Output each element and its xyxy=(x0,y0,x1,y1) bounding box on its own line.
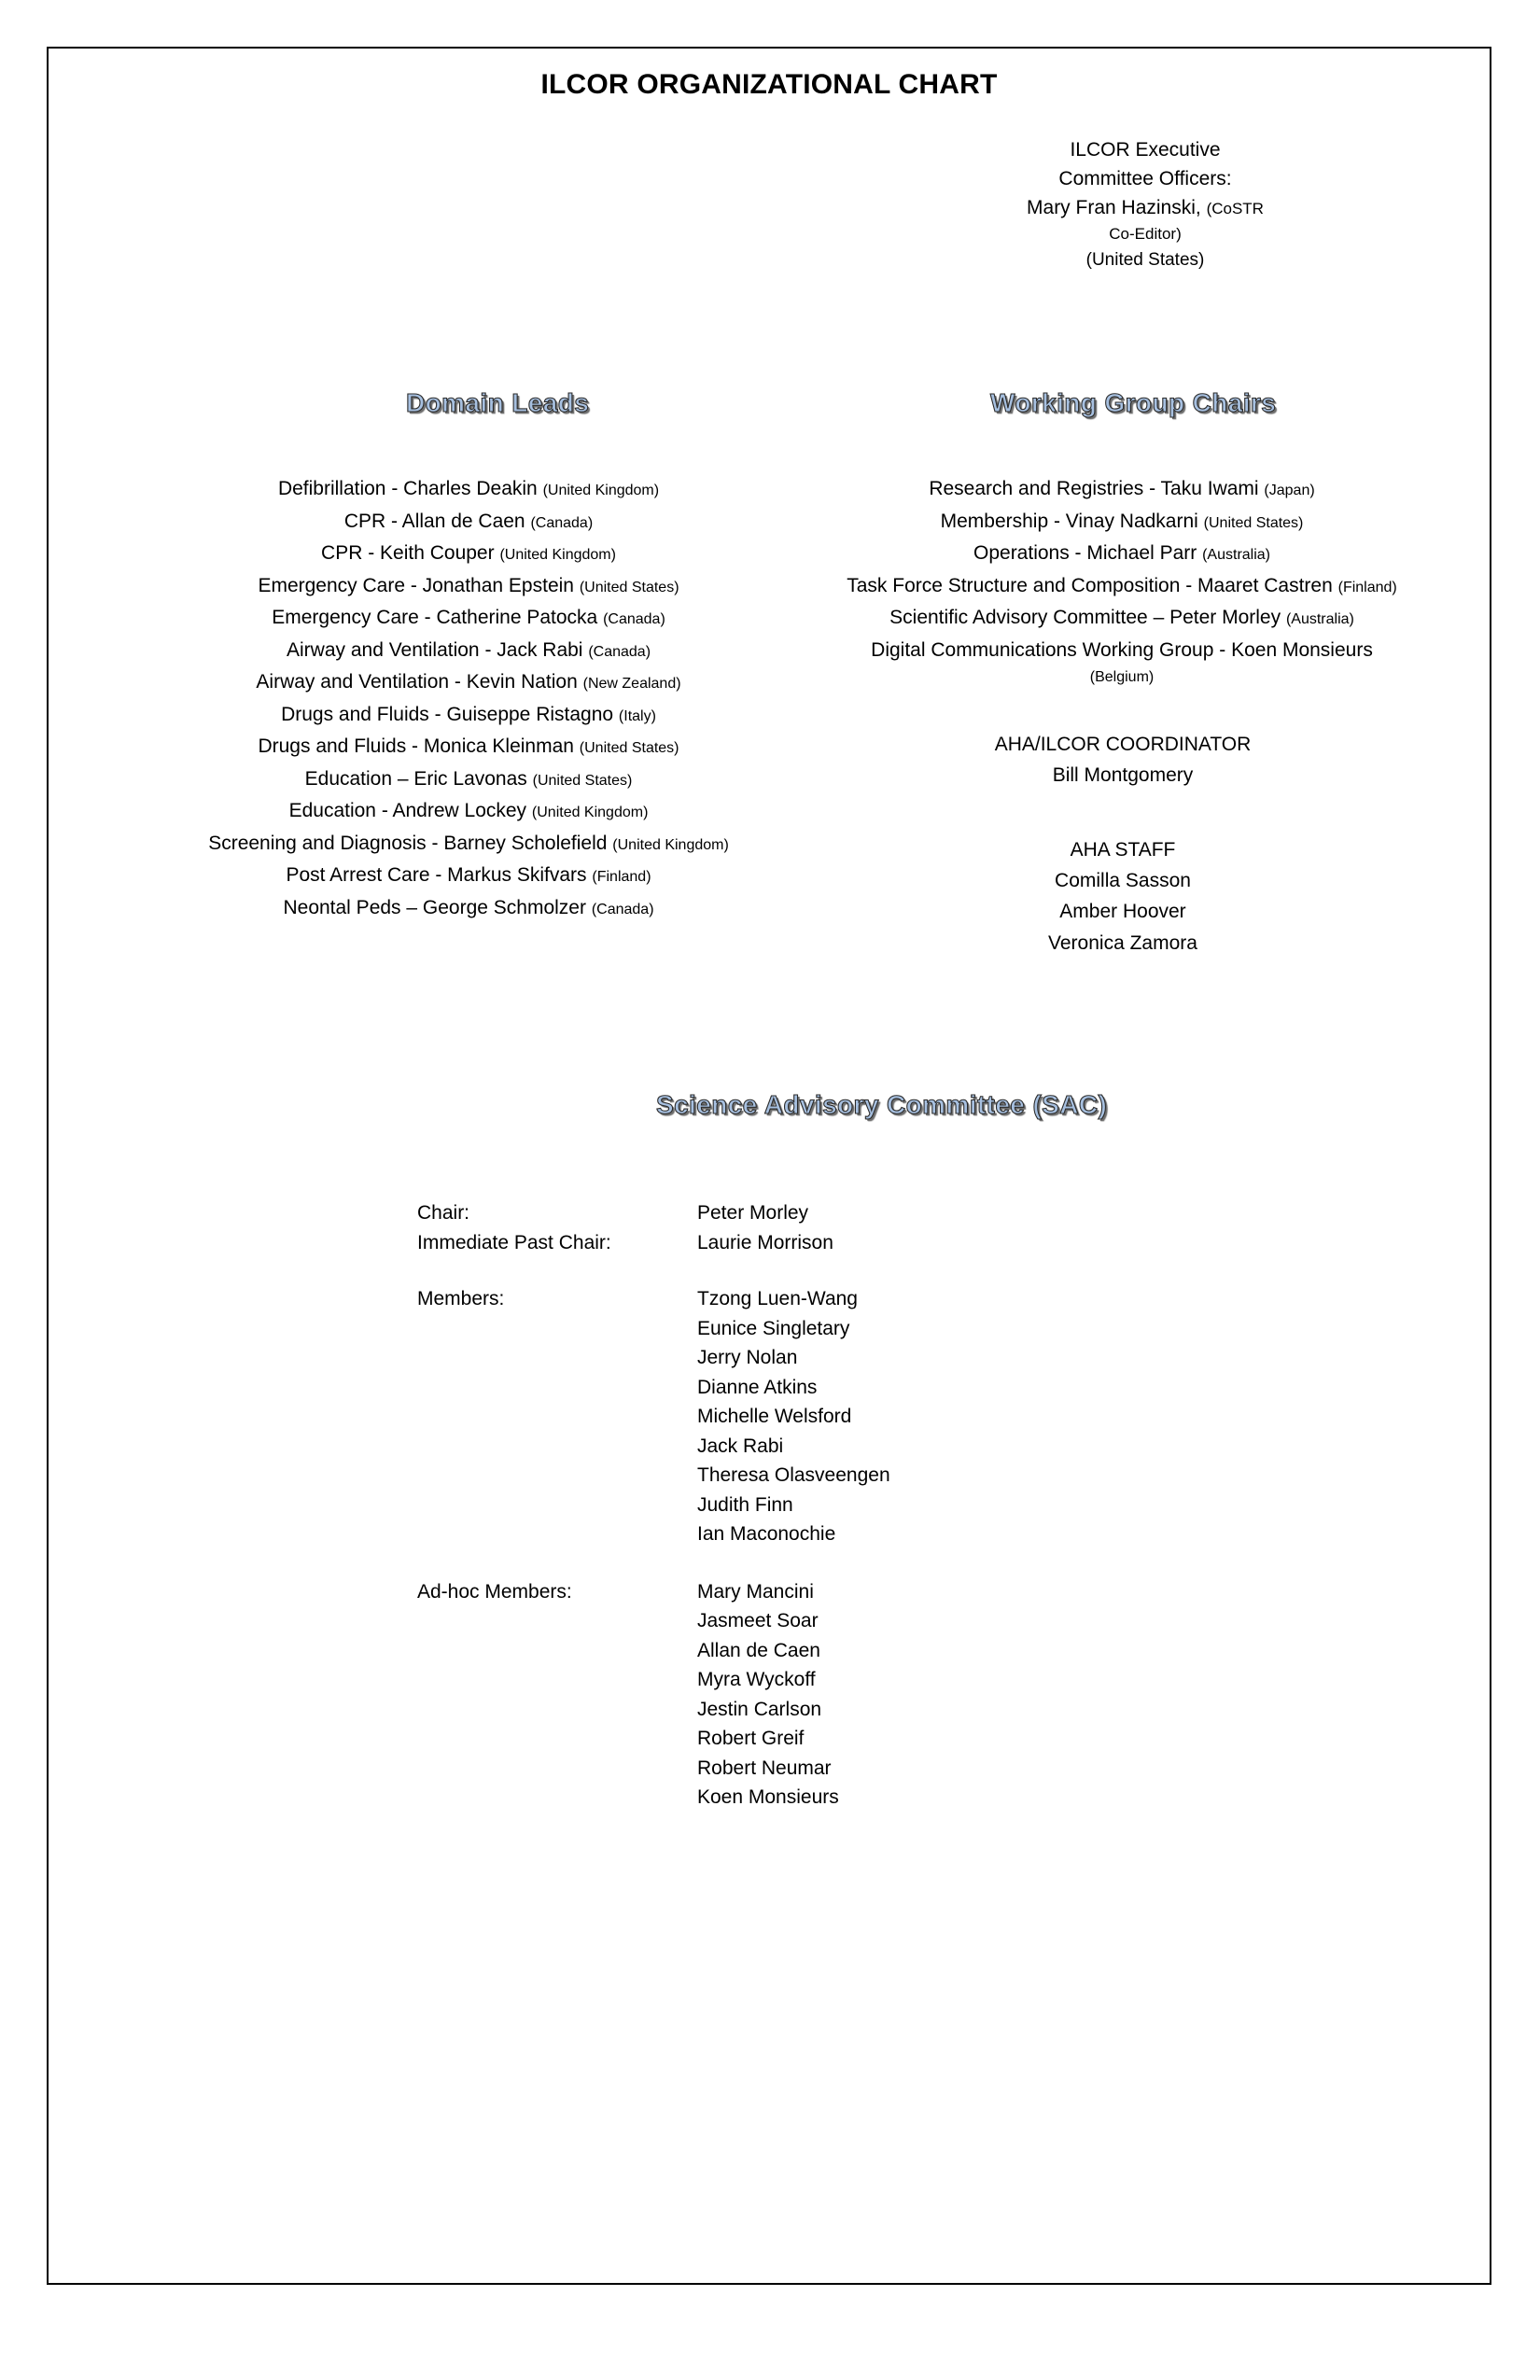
list-item xyxy=(147,892,791,925)
list-item: Veronica Zamora xyxy=(1048,931,1197,954)
list-item: Robert Greif xyxy=(697,1728,805,1749)
country-label: (Canada) xyxy=(603,611,665,628)
country-label: (United Kingdom) xyxy=(612,836,729,853)
aha-coordinator-heading: AHA/ILCOR COORDINATOR xyxy=(994,734,1252,755)
role-and-person: Airway and Ventilation - Kevin Nation xyxy=(256,671,583,693)
role-and-person: Drugs and Fluids - Guiseppe Ristagno xyxy=(281,703,619,725)
executive-officer-name xyxy=(982,193,1309,222)
document-page xyxy=(47,47,1491,2285)
sac-adhoc-members-list xyxy=(697,1577,890,1813)
country-label: (Finland) xyxy=(1337,579,1397,595)
country-label: (Italy) xyxy=(618,707,656,724)
country-label: (United States) xyxy=(532,772,633,789)
sac-members-row xyxy=(417,1284,890,1549)
working-group-chairs-list xyxy=(786,473,1458,688)
list-item xyxy=(147,860,791,892)
list-item xyxy=(786,570,1458,603)
sac-members-label: Members: xyxy=(417,1288,505,1309)
list-item: Jerry Nolan xyxy=(697,1347,798,1368)
country-label: (Japan) xyxy=(1264,483,1315,498)
list-item xyxy=(147,473,791,506)
list-item: Robert Neumar xyxy=(697,1757,832,1779)
list-item xyxy=(147,731,791,763)
country-label: (United Kingdom) xyxy=(542,483,660,498)
list-item: Myra Wyckoff xyxy=(697,1669,816,1690)
list-item xyxy=(786,538,1458,570)
sac-heading: Science Advisory Committee (SAC) xyxy=(656,1090,1108,1119)
role-and-person: Emergency Care - Catherine Patocka xyxy=(272,607,604,629)
list-item: Tzong Luen-Wang xyxy=(697,1288,858,1309)
country-label: (United States) xyxy=(1203,514,1304,531)
list-item: Koen Monsieurs xyxy=(697,1786,839,1808)
executive-officer-role-part2: Co-Editor) xyxy=(1109,225,1182,244)
list-item xyxy=(786,473,1458,506)
list-item: Eunice Singletary xyxy=(697,1317,850,1339)
country-label: (United States) xyxy=(579,740,679,757)
list-item: Mary Mancini xyxy=(697,1580,814,1603)
sac-chair-value: Peter Morley xyxy=(697,1202,809,1224)
role-and-person: Neontal Peds – George Schmolzer xyxy=(283,896,592,918)
country-label: (Australia) xyxy=(1202,547,1270,564)
sac-past-chair-label: Immediate Past Chair: xyxy=(417,1231,611,1253)
country-label: (Finland) xyxy=(592,869,651,886)
role-and-person: CPR - Allan de Caen xyxy=(343,510,531,532)
role-and-person: Education – Eric Lavonas xyxy=(304,767,533,790)
role-and-person: Education - Andrew Lockey xyxy=(288,800,532,822)
list-item: Jack Rabi xyxy=(697,1435,784,1457)
list-item xyxy=(147,538,791,570)
sac-past-chair-value: Laurie Morrison xyxy=(697,1231,833,1253)
aha-staff-heading: AHA STAFF xyxy=(1070,839,1176,861)
executive-committee-block xyxy=(982,135,1309,273)
list-item: Ian Maconochie xyxy=(697,1523,836,1545)
list-item xyxy=(147,828,791,861)
domain-leads-heading: Domain Leads xyxy=(406,388,590,417)
role-and-person: Emergency Care - Jonathan Epstein xyxy=(258,574,580,596)
executive-officer-fullname: Mary Fran Hazinski, xyxy=(1027,197,1207,219)
executive-officer-country: (United States) xyxy=(1085,249,1205,270)
list-item: Judith Finn xyxy=(697,1493,793,1516)
aha-coordinator-name: Bill Montgomery xyxy=(1052,764,1194,787)
list-item: Jasmeet Soar xyxy=(697,1610,819,1631)
aha-staff-list xyxy=(927,865,1319,959)
list-item xyxy=(147,570,791,603)
country-label: (Canada) xyxy=(588,643,651,660)
role-and-person: Defibrillation - Charles Deakin xyxy=(277,478,543,499)
list-item xyxy=(147,795,791,828)
list-item xyxy=(147,666,791,699)
list-item: Amber Hoover xyxy=(1059,901,1186,923)
role-and-person: Membership - Vinay Nadkarni xyxy=(940,510,1204,532)
executive-officer-role-part1: (CoSTR xyxy=(1206,200,1264,218)
role-and-person: Digital Communications Working Group - Koen Monsieurs xyxy=(871,638,1373,661)
domain-leads-list xyxy=(147,473,791,924)
sac-past-chair-row xyxy=(417,1228,890,1258)
role-and-person: Scientific Advisory Committee – Peter Morley xyxy=(889,607,1286,629)
sac-chair-label: Chair: xyxy=(417,1202,470,1224)
list-item xyxy=(147,602,791,635)
role-and-person: Screening and Diagnosis - Barney Scholefield xyxy=(208,832,613,854)
role-and-person: Research and Registries - Taku Iwami xyxy=(929,478,1265,499)
list-item xyxy=(786,635,1458,667)
spacer xyxy=(417,1257,890,1284)
spacer xyxy=(417,1549,890,1577)
sac-members-list xyxy=(697,1284,890,1549)
list-item xyxy=(147,635,791,667)
executive-line-1: ILCOR Executive xyxy=(1070,139,1221,161)
role-and-person: Airway and Ventilation - Jack Rabi xyxy=(286,638,589,661)
aha-staff-block xyxy=(927,834,1319,959)
role-and-person: Post Arrest Care - Markus Skifvars xyxy=(286,864,593,887)
list-item: Jestin Carlson xyxy=(697,1698,822,1720)
list-item xyxy=(786,602,1458,635)
list-item: Theresa Olasveengen xyxy=(697,1464,890,1486)
list-item xyxy=(147,699,791,732)
list-item: Dianne Atkins xyxy=(697,1376,818,1398)
list-item: Allan de Caen xyxy=(697,1639,820,1661)
executive-line-2: Committee Officers: xyxy=(1058,168,1232,190)
role-and-person: Task Force Structure and Composition - Maaret Castren xyxy=(847,574,1338,596)
role-and-person: Drugs and Fluids - Monica Kleinman xyxy=(258,735,580,758)
aha-coordinator-block xyxy=(927,729,1319,791)
sac-chair-row xyxy=(417,1198,890,1228)
page-title: ILCOR ORGANIZATIONAL CHART xyxy=(540,69,998,100)
country-label: (Canada) xyxy=(591,901,654,917)
role-and-person: CPR - Keith Couper xyxy=(321,542,500,565)
sac-roster xyxy=(417,1198,890,1813)
list-item: Comilla Sasson xyxy=(1055,870,1191,892)
country-label: (New Zealand) xyxy=(582,676,681,693)
list-item: Michelle Welsford xyxy=(697,1406,852,1427)
country-label: (Australia) xyxy=(1285,611,1354,628)
list-item xyxy=(147,763,791,796)
sac-adhoc-row xyxy=(417,1577,890,1813)
working-group-chairs-heading: Working Group Chairs xyxy=(990,388,1277,417)
country-label: (United Kingdom) xyxy=(531,805,649,821)
country-label: (Belgium) xyxy=(1089,669,1155,686)
sac-adhoc-label: Ad-hoc Members: xyxy=(417,1580,572,1603)
list-item xyxy=(147,506,791,539)
country-label: (United Kingdom) xyxy=(499,547,616,564)
country-label: (United States) xyxy=(579,579,679,595)
country-label: (Canada) xyxy=(530,514,594,531)
role-and-person: Operations - Michael Parr xyxy=(973,542,1203,565)
list-item xyxy=(786,506,1458,539)
